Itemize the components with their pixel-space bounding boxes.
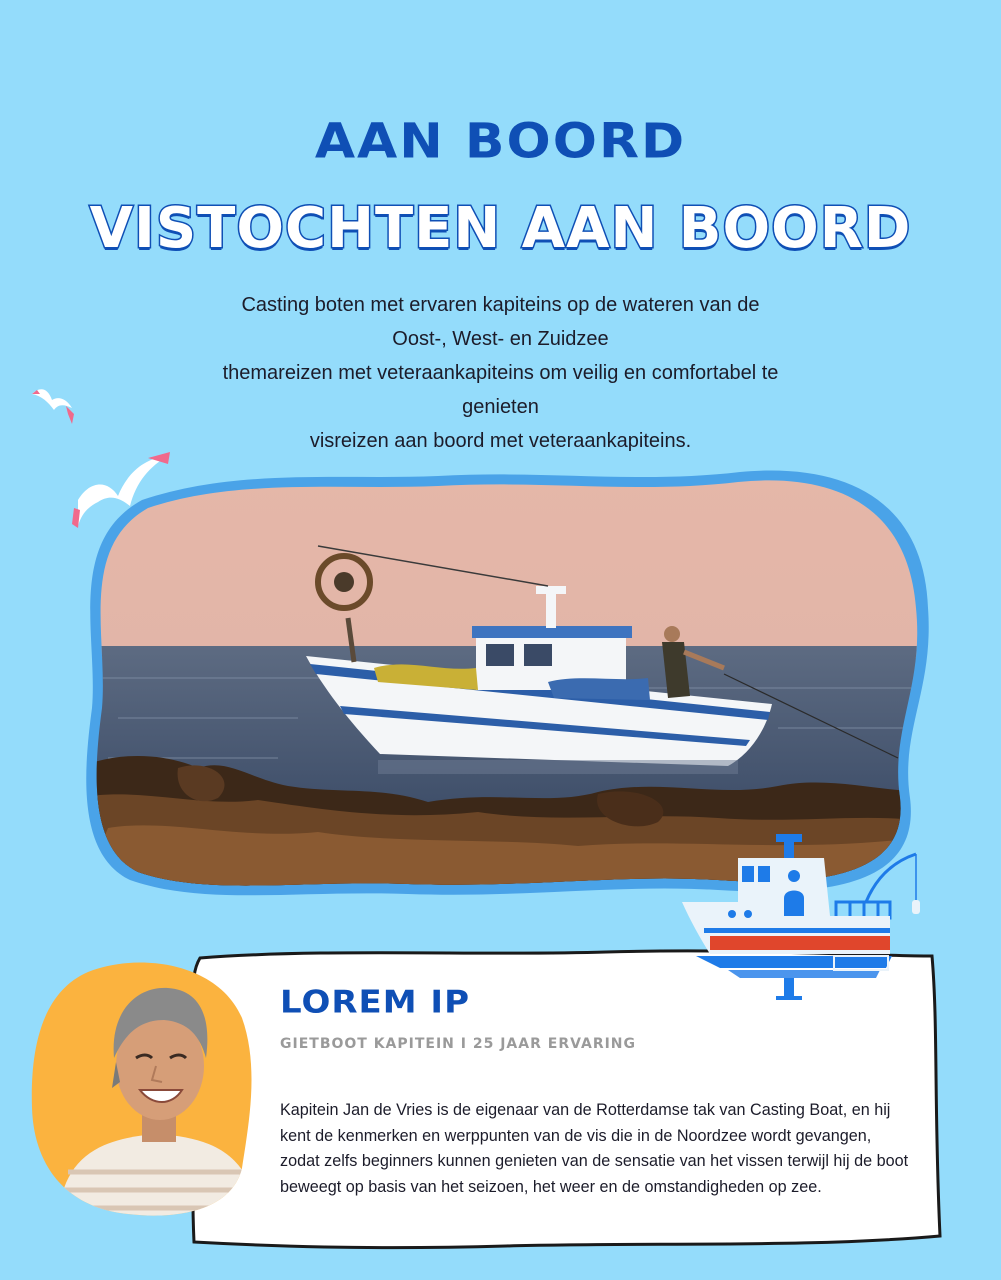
fishing-ship-icon	[680, 828, 924, 1004]
seagull-icon	[28, 384, 80, 430]
intro-line: themareizen met veteraankapiteins om veilig en comfortabel te	[222, 362, 779, 384]
intro-text	[180, 288, 821, 458]
intro-line: genieten	[462, 396, 539, 418]
captain-portrait	[28, 958, 258, 1220]
intro-line: Casting boten met ervaren kapiteins op de wateren van de	[241, 294, 760, 316]
captain-name: LOREM IP	[280, 984, 471, 1021]
page-title: VISTOCHTEN AAN BOORD	[89, 196, 912, 261]
captain-role: GIETBOOT KAPITEIN I 25 JAAR ERVARING	[280, 1036, 637, 1052]
intro-line: Oost-, West- en Zuidzee	[392, 328, 609, 350]
page-kicker: AAN BOORD	[314, 114, 687, 170]
captain-bio: Kapitein Jan de Vries is de eigenaar van de Rotterdamse tak van Casting Boat, en hij kent de kenmerken en werppunten van de vis die in de Noordzee wordt gevangen, zodat zelfs beginners kunnen genieten van de sensatie van het vissen terwijl hij de boot beweegt op basis van het seizoen, het weer en de omstandigheden op zee.	[280, 1101, 909, 1196]
intro-line: visreizen aan boord met veteraankapiteins.	[309, 430, 692, 452]
